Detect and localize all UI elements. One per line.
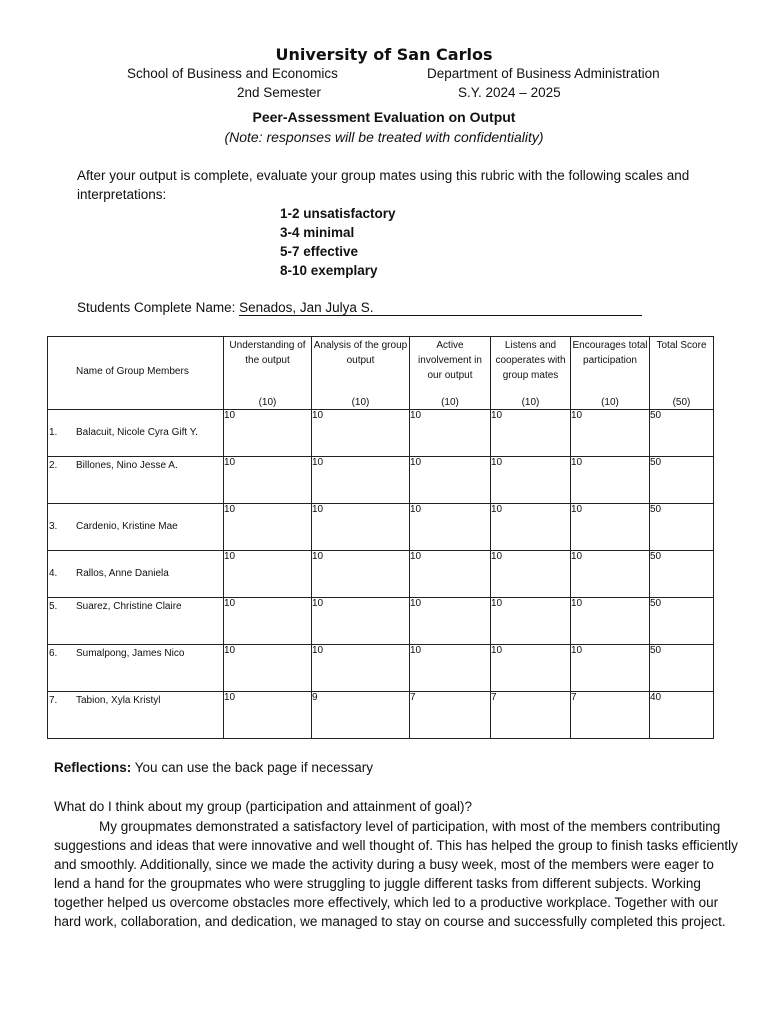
rating-scales [280,204,396,280]
semester: 2nd Semester [237,85,322,100]
member-name-cell [48,645,224,692]
reflection-answer-text: My groupmates demonstrated a satisfactory level of participation, with most of the members contributing suggestions and ideas that were innovative and well thought of. This has helped the group to finish tasks efficiently and smoothly. Additionally, since we made the activity during a busy week, most of the members were eager to lend a hand for the groupmates who were struggling to juggle different tasks from different subjects. Working together helped us overcome obstacles more effectively, which led to a productive workplace. Together with our hard work, collaboration, and dedication, we managed to stay on course and successfully completed this project. [54,819,738,929]
student-name-line [77,300,642,316]
score-cell[interactable]: 10 [312,504,410,551]
student-name-field[interactable]: Senados, Jan Julya S. [239,300,642,316]
school-name: School of Business and Economics [127,66,338,81]
score-cell[interactable]: 10 [571,410,650,457]
score-cell[interactable]: 10 [410,645,491,692]
column-header [650,337,714,410]
member-name-cell [48,551,224,598]
score-cell[interactable]: 10 [491,457,571,504]
member-name-cell [48,410,224,457]
table-row [48,692,714,739]
department-name: Department of Business Administration [427,66,660,81]
reflection-question: What do I think about my group (participation and attainment of goal)? [54,799,472,814]
score-cell[interactable]: 10 [224,410,312,457]
total-score-cell[interactable]: 50 [650,598,714,645]
column-header [410,337,491,410]
row-number: 3. [49,521,58,532]
member-name-cell [48,457,224,504]
score-cell[interactable]: 10 [224,457,312,504]
member-name: Balacuit, Nicole Cyra Gift Y. [76,427,198,438]
column-header-label: Encourages total participation [572,340,648,366]
score-cell[interactable]: 10 [224,645,312,692]
school-year: S.Y. 2024 – 2025 [458,85,561,100]
total-score-cell[interactable]: 50 [650,551,714,598]
row-number: 4. [49,568,58,579]
score-cell[interactable]: 10 [571,598,650,645]
table-row [48,504,714,551]
score-cell[interactable]: 10 [410,410,491,457]
reflections-heading [54,760,373,775]
score-cell[interactable]: 9 [312,692,410,739]
score-cell[interactable]: 10 [410,504,491,551]
score-cell[interactable]: 10 [491,410,571,457]
confidentiality-note: (Note: responses will be treated with confidentiality) [224,129,544,145]
instructions: After your output is complete, evaluate your group mates using this rubric with the following scales and interpretations: [77,168,690,202]
score-cell[interactable]: 10 [312,410,410,457]
score-cell[interactable]: 7 [410,692,491,739]
member-name-cell [48,504,224,551]
member-name-cell [48,692,224,739]
score-cell[interactable]: 10 [224,598,312,645]
column-header [224,337,312,410]
total-score-cell[interactable]: 50 [650,457,714,504]
row-number: 6. [49,648,58,659]
column-header [571,337,650,410]
score-cell[interactable]: 10 [491,598,571,645]
column-header-label: Analysis of the group output [313,340,408,366]
reflections-hint: You can use the back page if necessary [134,760,373,775]
total-score-cell[interactable]: 40 [650,692,714,739]
score-cell[interactable]: 10 [312,598,410,645]
column-header-max: (10) [521,397,540,408]
column-header-label: Total Score [656,340,707,351]
column-header-label: Listens and cooperates with group mates [495,340,566,381]
score-cell[interactable]: 10 [312,645,410,692]
score-cell[interactable]: 10 [312,551,410,598]
score-cell[interactable]: 10 [571,504,650,551]
column-header-max: (10) [258,397,277,408]
scale-item: 8-10 exemplary [280,263,378,278]
member-name: Billones, Nino Jesse A. [76,460,178,471]
score-cell[interactable]: 7 [491,692,571,739]
column-header-label: Understanding of the output [229,340,306,366]
scale-item: 1-2 unsatisfactory [280,206,396,221]
score-cell[interactable]: 10 [224,504,312,551]
reflection-answer [54,817,740,931]
score-cell[interactable]: 10 [491,551,571,598]
row-number: 2. [49,460,58,471]
reflections-label: Reflections: [54,760,132,775]
name-column-header: Name of Group Members [48,337,224,410]
row-number: 7. [49,695,58,706]
score-cell[interactable]: 10 [571,457,650,504]
column-header [312,337,410,410]
score-cell[interactable]: 10 [224,692,312,739]
score-cell[interactable]: 10 [224,551,312,598]
score-cell[interactable]: 10 [571,645,650,692]
form-title: Peer-Assessment Evaluation on Output [252,109,516,125]
member-name-cell [48,598,224,645]
row-number: 5. [49,601,58,612]
table-row [48,410,714,457]
column-header [491,337,571,410]
total-score-cell[interactable]: 50 [650,410,714,457]
student-name-label: Students Complete Name: [77,300,236,315]
table-row [48,457,714,504]
member-name: Sumalpong, James Nico [76,648,185,659]
member-name: Suarez, Christine Claire [76,601,182,612]
table-header-row [48,337,714,410]
column-header-max: (10) [351,397,370,408]
table-row [48,551,714,598]
member-name: Cardenio, Kristine Mae [76,521,178,532]
table-row [48,645,714,692]
scale-item: 5-7 effective [280,244,359,259]
score-cell[interactable]: 10 [491,645,571,692]
scale-item: 3-4 minimal [280,225,355,240]
score-cell[interactable]: 10 [571,551,650,598]
row-number: 1. [49,427,58,438]
score-cell[interactable]: 10 [312,457,410,504]
member-name: Tabion, Xyla Kristyl [76,695,161,706]
column-header-max: (10) [601,397,619,408]
column-header-max: (10) [441,397,459,408]
total-score-cell[interactable]: 50 [650,504,714,551]
score-cell[interactable]: 10 [410,598,491,645]
total-score-cell[interactable]: 50 [650,645,714,692]
column-header-max: (50) [672,397,691,408]
university-title: University of San Carlos [275,45,493,64]
member-name: Rallos, Anne Daniela [76,568,169,579]
score-cell[interactable]: 10 [410,457,491,504]
score-cell[interactable]: 7 [571,692,650,739]
table-row [48,598,714,645]
score-cell[interactable]: 10 [410,551,491,598]
peer-assessment-table [47,336,714,739]
column-header-label: Active involvement in our output [418,340,482,381]
score-cell[interactable]: 10 [491,504,571,551]
